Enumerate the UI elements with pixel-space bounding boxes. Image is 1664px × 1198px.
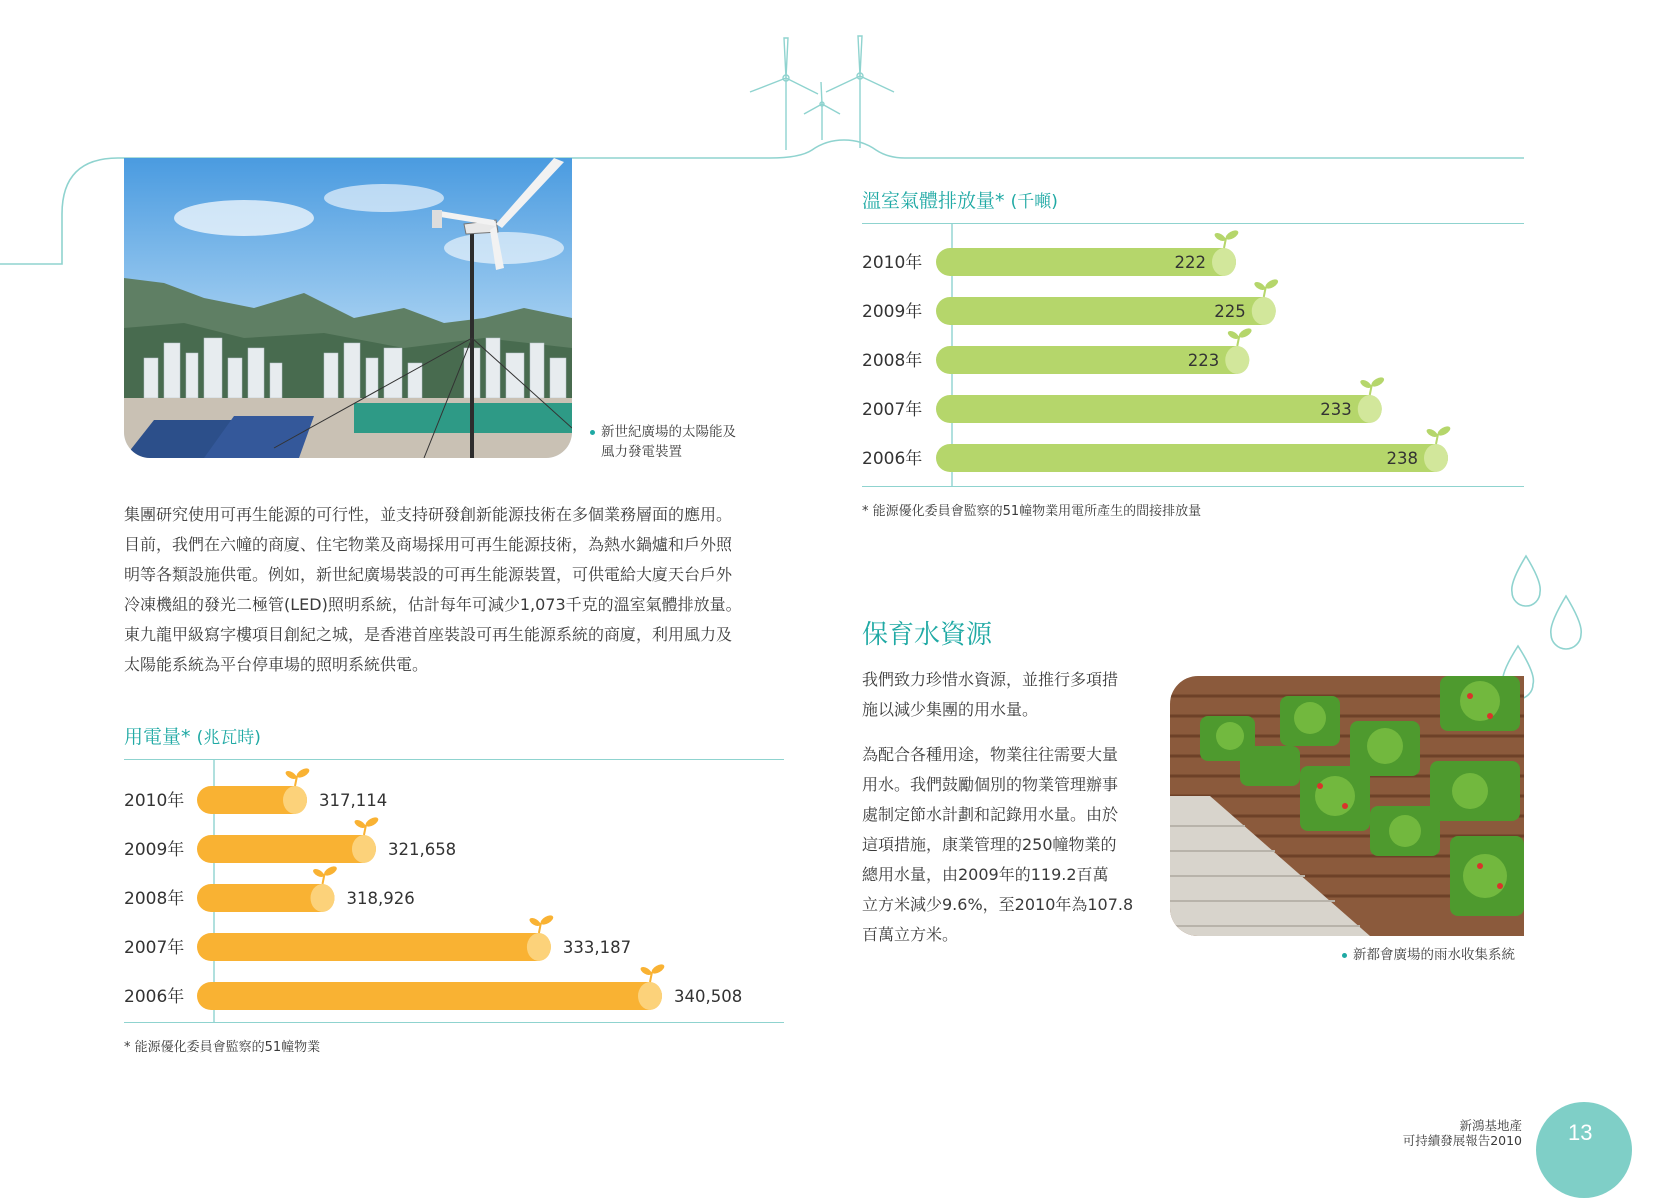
year-label: 2008年 (124, 889, 185, 909)
paragraph-line: 為配合各種用途，物業往往需要大量 (862, 745, 1119, 764)
value-label: 318,926 (346, 889, 415, 908)
paragraph-line: 立方米減少9.6%，至2010年為107.8 (862, 895, 1134, 914)
value-label: 233 (1320, 400, 1352, 419)
water-paragraph-1 (862, 665, 1162, 725)
green-wall-photo (1170, 676, 1524, 936)
value-label: 317,114 (319, 791, 388, 810)
paragraph-line: 用水。我們鼓勵個別的物業管理辦事 (862, 775, 1119, 794)
paragraph-line: 目前，我們在六幢的商廈、住宅物業及商場採用可再生能源技術，為熱水鍋爐和戶外照 (124, 535, 733, 554)
bar (197, 815, 380, 863)
paragraph-line: 處制定節水計劃和記錄用水量。由於 (862, 805, 1119, 824)
ghg-bar-chart (862, 224, 1524, 486)
value-label: 223 (1187, 351, 1220, 370)
value-label: 333,187 (562, 938, 632, 957)
value-label: 225 (1214, 302, 1246, 321)
paragraph-line: 冷凍機組的發光二極管(LED)照明系統，估計每年可減少1,073千克的溫室氣體排放量。 (124, 595, 742, 614)
caption-text: 新都會廣場的雨水收集系統 (1353, 947, 1515, 963)
chart-bottom-rule (862, 486, 1524, 487)
caption-line: 新世紀廣場的太陽能及 (601, 424, 736, 440)
year-label: 2009年 (124, 840, 185, 860)
electricity-chart-note: * 能源優化委員會監察的51幢物業 (124, 1040, 321, 1055)
wind-photo-caption (590, 422, 736, 462)
page-number-badge (1536, 1102, 1632, 1198)
paragraph-line: 集團研究使用可再生能源的可行性，並支持研發創新能源技術在多個業務層面的應用。 (124, 505, 733, 524)
value-label: 238 (1386, 449, 1418, 468)
electricity-bar-chart (124, 760, 784, 1022)
page-number: 13 (1568, 1120, 1593, 1145)
value-label: 222 (1174, 253, 1206, 272)
year-label: 2007年 (862, 400, 923, 420)
value-label: 321,658 (387, 840, 457, 859)
footer-text (1340, 1118, 1522, 1148)
ghg-chart-note: * 能源優化委員會監察的51幢物業用電所產生的間接排放量 (862, 504, 1202, 519)
bar (197, 962, 666, 1010)
year-label: 2010年 (862, 253, 923, 273)
caption-line: 風力發電裝置 (601, 444, 682, 460)
paragraph-line: 百萬立方米。 (862, 925, 959, 944)
bar (197, 913, 555, 961)
footer-report: 可持續發展報告2010 (1402, 1133, 1522, 1148)
year-label: 2009年 (862, 302, 923, 322)
bar (936, 424, 1452, 472)
chart-unit: (千噸) (1010, 192, 1058, 212)
paragraph-line: 施以減少集團的用水量。 (862, 700, 1039, 719)
chart-title-text: 溫室氣體排放量* (862, 190, 1005, 212)
paragraph-line: 太陽能系統為平台停車場的照明系統供電。 (124, 655, 429, 674)
ghg-chart-title (862, 186, 1058, 213)
electricity-chart-title (124, 722, 261, 749)
paragraph-line: 明等各類設施供電。例如，新世紀廣場裝設的可再生能源裝置，可供電給大廈天台戶外 (124, 565, 733, 584)
bullet-dot (590, 430, 595, 435)
paragraph-line: 東九龍甲級寫字樓項目創紀之城，是香港首座裝設可再生能源系統的商廈，利用風力及 (124, 625, 733, 644)
chart-bottom-rule (124, 1022, 784, 1023)
value-label: 340,508 (674, 987, 743, 1006)
bar (197, 864, 338, 912)
year-label: 2007年 (124, 938, 185, 958)
year-label: 2008年 (862, 351, 923, 371)
chart-unit: (兆瓦時) (196, 728, 261, 748)
paragraph-line: 這項措施，康業管理的250幢物業的 (862, 835, 1117, 854)
paragraph-line: 我們致力珍惜水資源，並推行多項措 (862, 670, 1119, 689)
year-label: 2006年 (862, 449, 923, 469)
year-label: 2006年 (124, 987, 185, 1007)
bullet-dot (1342, 953, 1347, 958)
green-wall-caption (1342, 945, 1515, 965)
chart-title-text: 用電量* (124, 726, 191, 748)
bar (936, 375, 1386, 423)
year-label: 2010年 (124, 791, 185, 811)
paragraph-line: 總用水量，由2009年的119.2百萬 (862, 865, 1109, 884)
wind-turbine-photo (124, 158, 572, 458)
footer-company: 新鴻基地產 (1459, 1118, 1522, 1133)
wind-turbine-icon (750, 36, 894, 150)
intro-paragraph (124, 500, 804, 680)
water-paragraph-2 (862, 740, 1162, 950)
water-section-heading: 保育水資源 (862, 620, 993, 650)
